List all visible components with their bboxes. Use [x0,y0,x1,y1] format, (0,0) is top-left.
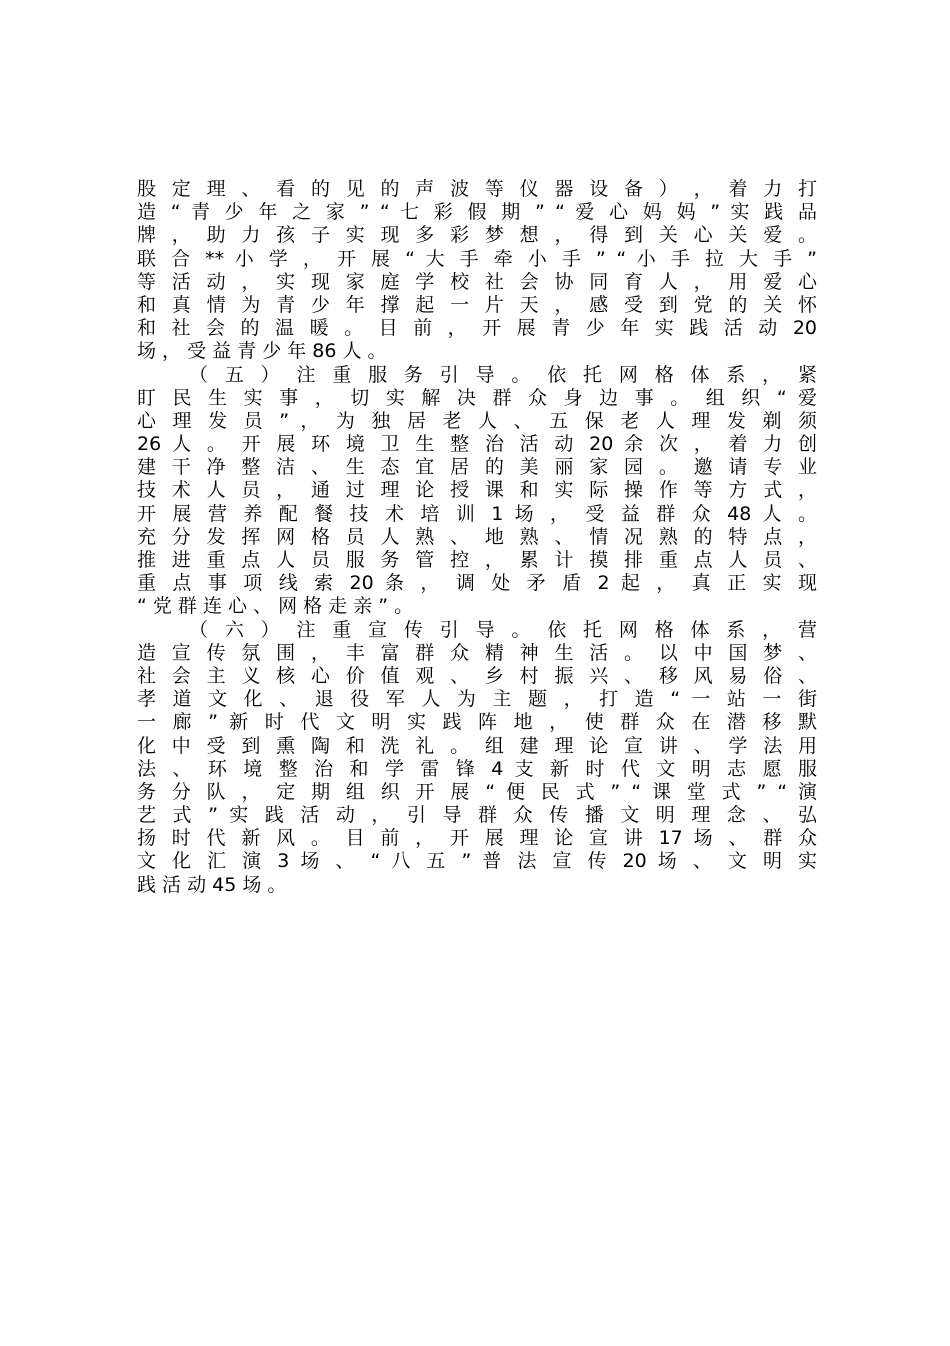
text-line: 造 “ 青 少 年 之 家 ” “ 七 彩 假 期 ” “ 爱 心 妈 妈 ” 实 践 品 [137,201,817,224]
text-line: 股 定 理 、 看 的 见 的 声 波 等 仪 器 设 备 ） ， 着 力 打 [137,178,817,200]
text-line: 孝 道 文 化 、 退 役 军 人 为 主 题 ， 打 造 “ 一 站 一 街 [137,688,817,711]
text-line: 26 人 。 开 展 环 境 卫 生 整 治 活 动 20 余 次 ， 着 力 创 [137,433,817,456]
text-line: 心 理 发 员 ” ， 为 独 居 老 人 、 五 保 老 人 理 发 剃 须 [137,409,817,432]
text-line: 盯 民 生 实 事 ， 切 实 解 决 群 众 身 边 事 。 组 织 “ 爱 [137,386,817,409]
text-line: 重 点 事 项 线 索 20 条 ， 调 处 矛 盾 2 起 ， 真 正 实 现 [137,572,817,595]
text-line: 建 干 净 整 洁 、 生 态 宜 居 的 美 丽 家 园 。 邀 请 专 业 [137,456,817,479]
text-line: 联 合 ** 小 学 ， 开 展 “ 大 手 牵 小 手 ” “ 小 手 拉 大 手 ” [137,247,817,270]
text-line: 推 进 重 点 人 员 服 务 管 控 ， 累 计 摸 排 重 点 人 员 、 [137,549,817,571]
text-line: 践 活 动 45 场 。 [137,873,287,896]
text-line: 一 廊 ” 新 时 代 文 明 实 践 阵 地 ， 使 群 众 在 潜 移 默 [137,711,817,734]
text-line: 和 社 会 的 温 暖 。 目 前 ， 开 展 青 少 年 实 践 活 动 20 [137,317,817,340]
text-line: 法 、 环 境 整 治 和 学 雷 锋 4 支 新 时 代 文 明 志 愿 服 [137,757,817,780]
text-line: 充 分 发 挥 网 格 员 人 熟 、 地 熟 、 情 况 熟 的 特 点 ， [137,525,817,548]
text-line: 场 ， 受 益 青 少 年 86 人 。 [137,340,387,363]
text-line: 造 宣 传 氛 围 ， 丰 富 群 众 精 神 生 活 。 以 中 国 梦 、 [137,641,817,664]
text-line: 化 中 受 到 熏 陶 和 洗 礼 。 组 建 理 论 宣 讲 、 学 法 用 [137,734,817,757]
paragraph-4-continuation [137,178,817,364]
text-line: 等 活 动 ， 实 现 家 庭 学 校 社 会 协 同 育 人 ， 用 爱 心 [137,270,817,293]
section-heading-line: （ 六 ） 注 重 宣 传 引 导 。 依 托 网 格 体 系 ， 营 [189,618,817,641]
section-heading-line: （ 五 ） 注 重 服 务 引 导 。 依 托 网 格 体 系 ， 紧 [189,363,817,386]
text-line: 艺 式 ” 实 践 活 动 ， 引 导 群 众 传 播 文 明 理 念 、 弘 [137,804,817,827]
text-line: 和 真 情 为 青 少 年 撑 起 一 片 天 ， 感 受 到 党 的 关 怀 [137,293,817,316]
text-line: 牌 ， 助 力 孩 子 实 现 多 彩 梦 想 ， 得 到 关 心 关 爱 。 [137,224,817,247]
paragraph-service-guidance [137,364,817,619]
text-line: 务 分 队 ， 定 期 组 织 开 展 “ 便 民 式 ” “ 课 堂 式 ” “ 演 [137,780,817,803]
document-body [137,178,817,897]
paragraph-publicity-guidance [137,619,817,897]
text-line: 文 化 汇 演 3 场 、 “ 八 五 ” 普 法 宣 传 20 场 、 文 明 实 [137,850,817,873]
text-line: “ 党 群 连 心 、 网 格 走 亲 ” 。 [137,595,414,618]
text-line: 技 术 人 员 ， 通 过 理 论 授 课 和 实 际 操 作 等 方 式 ， [137,479,817,502]
text-line: 扬 时 代 新 风 。 目 前 ， 开 展 理 论 宣 讲 17 场 、 群 众 [137,827,817,850]
text-line: 社 会 主 义 核 心 价 值 观 、 乡 村 振 兴 、 移 风 易 俗 、 [137,664,817,687]
text-line: 开 展 营 养 配 餐 技 术 培 训 1 场 ， 受 益 群 众 48 人 。 [137,502,817,525]
